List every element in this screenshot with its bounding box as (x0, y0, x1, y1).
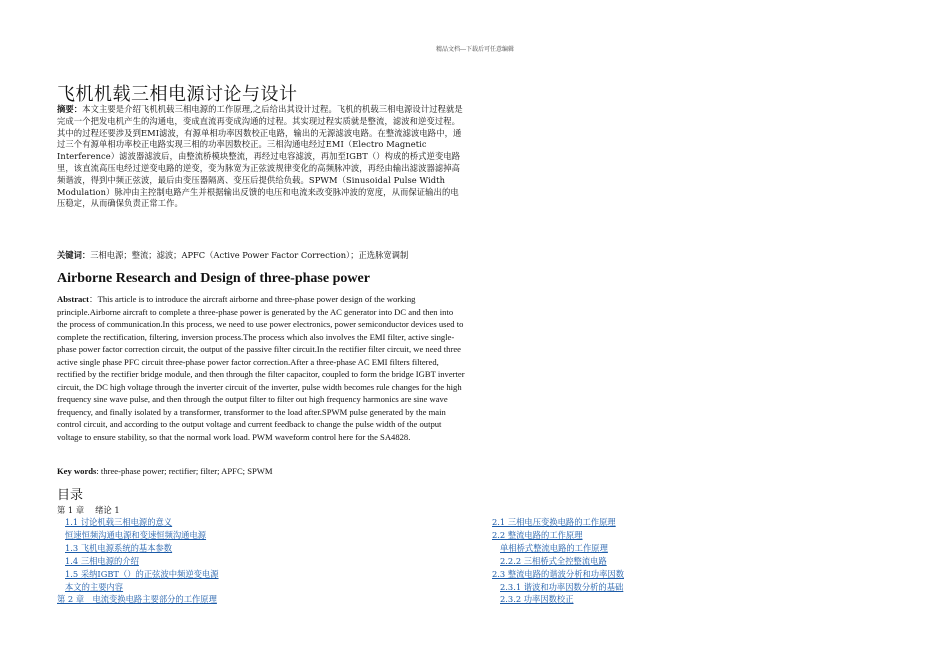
chinese-abstract (57, 104, 465, 210)
toc-link[interactable]: 2.2.2 三相桥式全控整流电路 (500, 555, 607, 566)
toc-link[interactable]: 1.5 采纳IGBT（）的正弦波中频逆变电源 (65, 568, 219, 579)
toc-title: 目录 (57, 488, 84, 503)
toc-link[interactable]: 2.3 整流电路的谐波分析和功率因数 (492, 568, 624, 579)
toc-chapter-1: 第 1 章 绪论 1 (57, 505, 120, 515)
english-keywords-label: Key words (57, 466, 97, 476)
toc-left-column (57, 516, 219, 606)
toc-link[interactable]: 恒速恒频沟通电源和变速恒频沟通电源 (65, 529, 207, 540)
toc-link[interactable]: 1.3 飞机电源系统的基本参数 (65, 542, 173, 553)
english-abstract-sep: ： (88, 294, 98, 304)
toc-link[interactable]: 1.4 三相电源的介绍 (65, 555, 139, 566)
english-keywords-text: : three-phase power; rectifier; filter; APFC; SPWM (96, 466, 273, 476)
english-keywords (57, 466, 273, 476)
toc-link[interactable]: 2.2 整流电路的工作原理 (492, 529, 583, 540)
english-abstract-label: Abstract (57, 294, 89, 304)
chinese-abstract-label: 摘要： (57, 104, 83, 114)
toc-link[interactable]: 第 2 章 电流变换电路主要部分的工作原理 (57, 594, 217, 605)
toc-link[interactable]: 本文的主要内容 (65, 581, 124, 592)
english-abstract-text: This article is to introduce the aircraft airborne and three-phase power design of the working principle.Airborne aircraft to complete a three-phase power is generated by the AC generator into DC and then into the process of communication.In this process, we need to use power electronics, power semiconductor devices used to complete the rectification, filtering, inversion process.The process which also involves the EMI filter, active single-phase power factor correction circuit, the output of the passive filter circuit.In the rectifier filter circuit, we need three active single phase PFC circuit three-phase power factor correction.After a three-phase AC EMI filters filtered, rectified by the rectifier bridge module, and then through the filter capacitor, coupled to form the bridge IGBT inverter circuit, the DC high voltage through the inverter circuit of the inverter, pulse width becomes rule changes for the high frequency sine wave pulse, and then through the output filter to filter out high frequency harmonics are sine wave frequency, and finally isolated by a transformer, transformer to the load after.SPWM pulse generated by the main control circuit, and according to the output voltage and current feedback to change the pulse width of the output voltage to ensure stability, so that the normal work load. PWM waveform control here for the SA4828. (57, 294, 465, 442)
toc-right-column (492, 516, 624, 606)
chinese-keywords (57, 249, 408, 261)
chinese-keywords-label: 关键词： (57, 250, 91, 260)
toc-link[interactable]: 2.1 三相电压变换电路的工作原理 (492, 517, 616, 527)
chinese-keywords-text: 三相电源；整流；滤波；APFC（Active Power Factor Correction）；正选脉宽调制 (90, 250, 409, 260)
toc-link[interactable]: 单相桥式整流电路的工作原理 (500, 542, 608, 553)
page-header: 精品文档---下载后可任意编辑 (435, 46, 515, 53)
english-abstract (57, 293, 465, 443)
toc-link[interactable]: 2.3.2 功率因数校正 (500, 594, 574, 605)
english-title: Airborne Research and Design of three-phase power (57, 271, 370, 286)
chinese-abstract-text: 本文主要是介绍飞机机载三相电源的工作原理,之后给出其设计过程。飞机的机载三相电源设计过程就是完成一个把发电机产生的沟通电，变成直流再变成沟通的过程。其实现过程实质就是整流，滤波和逆变过程。其中的过程还要涉及到EMI滤波，有源单相功率因数校正电路，输出的无源滤波电路。在整流滤波电路中，通过三个有源单相功率校正电路实现三相的功率因数校正。三相沟通电经过EMI（Electro Magnetic Interference）滤波器滤波后，由整流桥模块整流，再经过电容滤波，再加至IGBT（）构成的桥式逆变电路里，该直流高压电经过逆变电路的逆变，变为脉宽为正弦波规律变化的高频脉冲波，再经由输出滤波器滤掉高频谐波，得到中频正弦波，最后由变压器隔离、变压后提供给负载。SPWM（Sinusoidal Pulse Width Modulation）脉冲由主控制电路产生并根据输出反馈的电压和电流来改变脉冲波的宽度，从而保证输出的电压稳定，从而确保负责正常工作。 (57, 104, 463, 209)
toc-link[interactable]: 1.1 讨论机载三相电源的意义 (65, 517, 173, 527)
document-title: 飞机机载三相电源讨论与设计 (57, 84, 298, 105)
toc-link[interactable]: 2.3.1 谐波和功率因数分析的基础 (500, 581, 624, 592)
